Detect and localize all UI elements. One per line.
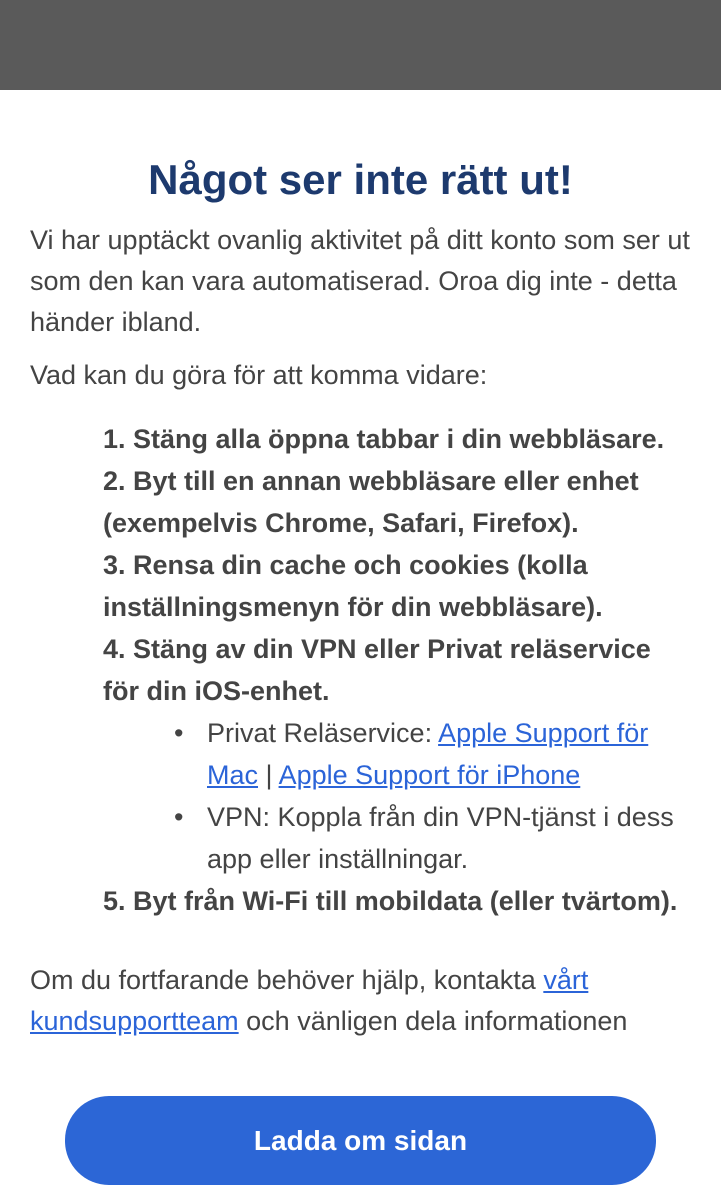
step-item: 5. Byt från Wi-Fi till mobildata (eller tvärtom). [103,886,678,916]
step-item: 2. Byt till en annan webbläsare eller enhet (exempelvis Chrome, Safari, Firefox). [103,466,639,538]
step-item: 3. Rensa din cache och cookies (kolla inställningsmenyn för din webbläsare). [103,550,603,622]
bullet-icon: • [174,802,184,832]
intro-text: Vi har upptäckt ovanlig aktivitet på ditt konto som ser ut som den kan vara automatiserad. Oroa dig inte - detta händer ibland. [30,225,690,337]
step-item [103,628,691,880]
apple-support-iphone-link[interactable]: Apple Support för iPhone [278,760,581,790]
relay-label: Privat Reläservice: [207,718,433,748]
bullet-icon: • [174,718,184,748]
reload-page-button[interactable]: Ladda om sidan [65,1096,656,1185]
closing-intro: Om du fortfarande behöver hjälp, kontakta [30,965,536,995]
step-item: 1. Stäng alla öppna tabbar i din webbläsare. [103,424,665,454]
top-bar [0,0,721,90]
question-text: Vad kan du göra för att komma vidare: [30,360,488,390]
link-separator: | [265,760,273,790]
message-content [30,90,691,1100]
closing-text [30,960,691,1042]
page-title: Något ser inte rätt ut! [148,156,573,203]
steps-list [30,418,691,922]
sub-item-vpn [174,796,691,880]
customer-support-link[interactable]: vårt kundsupportteam [30,965,589,1036]
sub-list [103,712,691,880]
step-text: 4. Stäng av din VPN eller Privat reläservice för din iOS-enhet. [103,634,651,706]
vpn-text: VPN: Koppla från din VPN-tjänst i dess app eller inställningar. [207,802,674,874]
apple-support-mac-link[interactable]: Apple Support för Mac [207,718,649,790]
closing-rest: och vänligen dela informationen [246,1006,628,1036]
sub-item-relay [174,712,691,796]
